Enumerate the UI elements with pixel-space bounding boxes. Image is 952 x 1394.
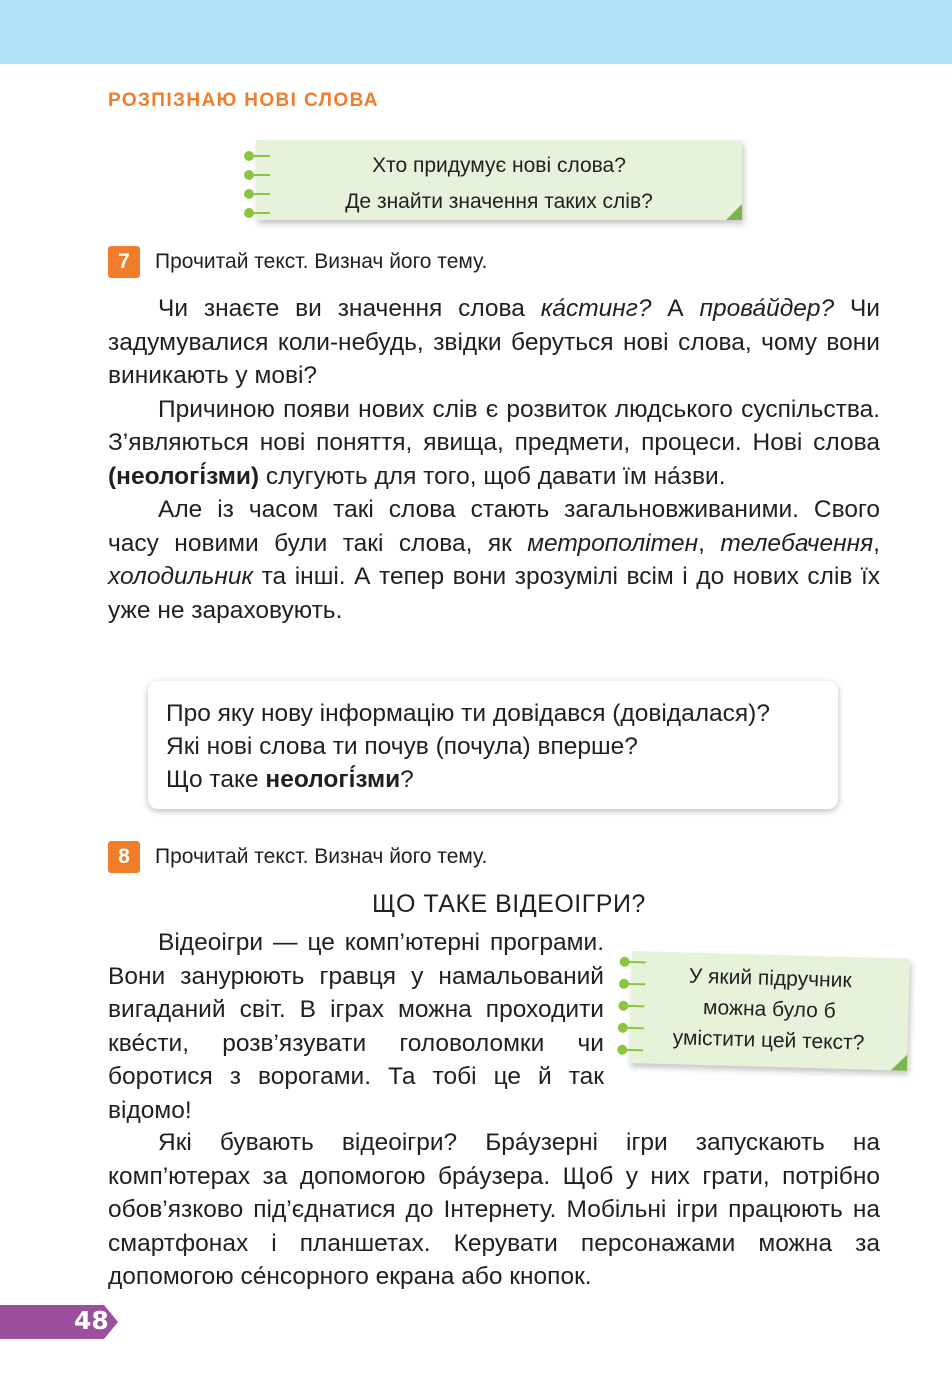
task-7-heading [108,246,487,278]
reading-text-videogames-types [108,1126,880,1294]
page-fold-icon [726,204,742,220]
paragraph: Які бувають відеоігри? Бра́узерні ігри запускають на комп’ютерах за допомогою бра́узера. Щоб у них грати, потрібно обов’язково під’єднатися до Інтернету. Мобільні ігри працюють на смартфонах і планшетах. Керувати персонажами можна за допомогою се́нсорного екрана або кнопок. [108,1129,880,1290]
note-line: Хто придумує нові слова? [372,154,626,177]
reading-text-videogames-intro [108,926,604,1127]
paragraph: Причиною появи нових слів є розвиток людського суспільства. З’являються нові поняття, явища, предмети, процеси. Нові слова (неологі́зми) слугують для того, щоб давати їм на́зви. [108,395,880,490]
section-title: РОЗПІЗНАЮ НОВІ СЛОВА [108,90,379,111]
article-title: ЩО ТАКЕ ВІДЕОІГРИ? [372,890,646,918]
note-line: можна було б [702,996,837,1023]
question-line: Які нові слова ти почув (почула) вперше? [166,733,638,760]
paragraph: Але із часом такі слова стають загальновживаними. Свого часу новими були такі слова, як метрополітен, телебачення, холодильник та інші. А тепер вони зрозумілі всім і до нових слів їх уже не зараховують. [108,496,880,624]
task-number-badge: 8 [108,841,140,873]
note-line: умістити цей текст? [672,1026,865,1055]
note-line: Де знайти значення таких слів? [345,190,653,213]
task-number-badge: 7 [108,246,140,278]
question-line: Що таке неологі́зми? [166,766,414,793]
paragraph: Відеоігри — це комп’ютерні програми. Вони занурюють гравця у намальований вигаданий світ. В іграх можна проходити кве́сти, розв’язувати головоломки чи боротися з ворогами. Та тобі це й так відомо! [108,929,604,1124]
paragraph: Чи знаєте ви значення слова ка́стинг? А прова́йдер? Чи задумувалися коли-небудь, звідки беруться нові слова, чому вони виникають у мові? [108,295,880,389]
task-instruction: Прочитай текст. Визнач його тему. [155,250,488,273]
question-note-top [256,140,742,220]
top-color-band [0,0,952,64]
question-note-side [629,951,910,1071]
review-questions-box [148,681,838,809]
note-line: У який підручник [688,964,852,993]
task-instruction: Прочитай текст. Визнач його тему. [155,845,488,868]
page-fold-icon [891,1054,907,1070]
reading-text-neologisms [108,292,880,627]
task-8-heading [108,841,487,873]
page-number: 48 [74,1306,109,1335]
question-line: Про яку нову інформацію ти довідався (довідалася)? [166,700,770,727]
